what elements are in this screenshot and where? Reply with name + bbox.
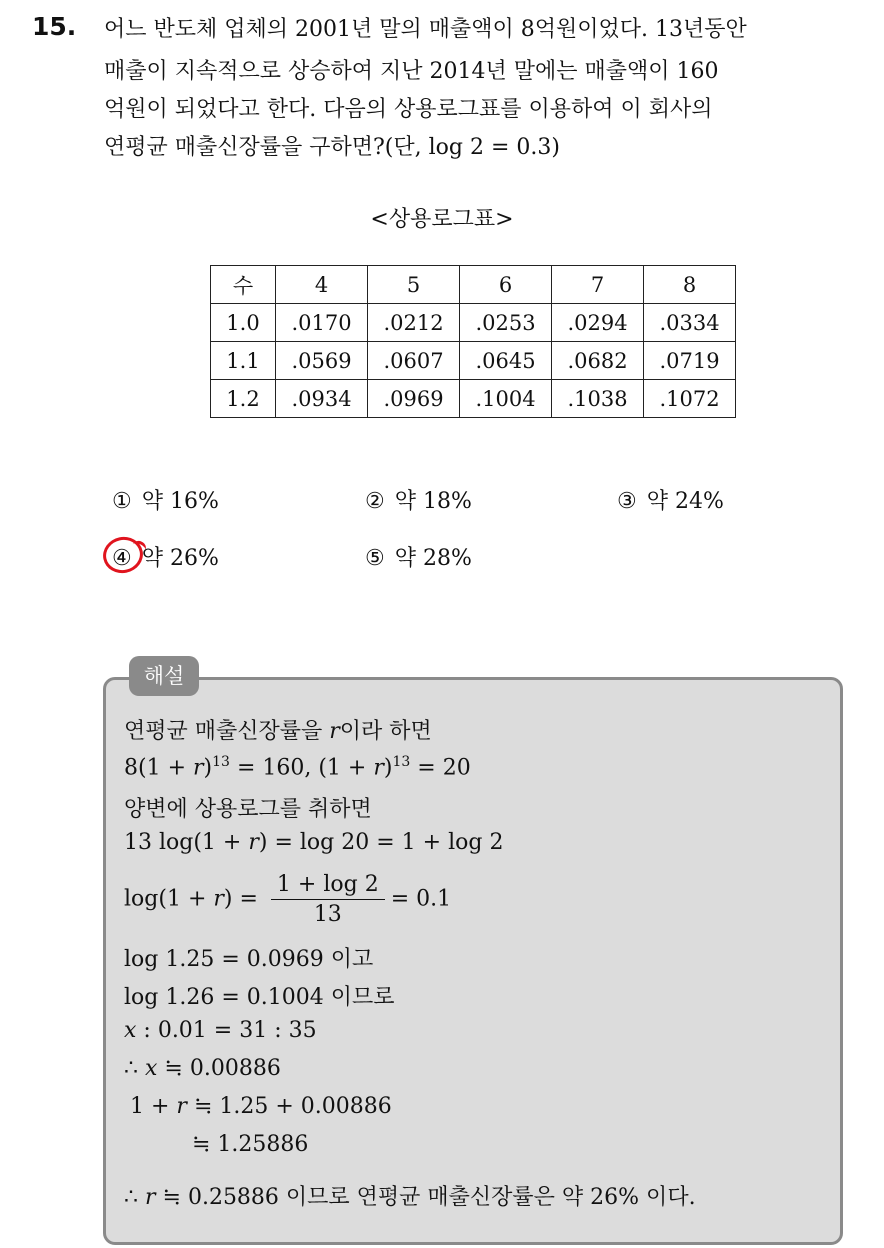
table-header-cell: 8 — [644, 266, 736, 304]
solution-line-3: 양변에 상용로그를 취하면 — [124, 797, 372, 822]
table-cell: .1038 — [552, 380, 644, 418]
solution-line-8: x : 0.01 = 31 : 35 — [124, 1018, 317, 1043]
table-cell: .1004 — [460, 380, 552, 418]
solution-line-4: 13 log(1 + r) = log 20 = 1 + log 2 — [124, 830, 504, 855]
choice-mark: ③ — [617, 489, 637, 514]
table-cell: .0334 — [644, 304, 736, 342]
question-line-1: 어느 반도체 업체의 2001년 말의 매출액이 8억원이었다. 13년동안 — [104, 17, 747, 42]
table-cell: .0170 — [276, 304, 368, 342]
solution-line-12: ∴ r ≒ 0.25886 이므로 연평균 매출신장률은 약 26% 이다. — [124, 1185, 696, 1210]
solution-line-1: 연평균 매출신장률을 r이라 하면 — [124, 719, 432, 744]
solution-line-11: ≒ 1.25886 — [192, 1132, 309, 1157]
table-title: <상용로그표> — [370, 207, 514, 232]
question-number: 15. — [32, 12, 77, 41]
table-cell: .0212 — [368, 304, 460, 342]
table-cell: .0719 — [644, 342, 736, 380]
table-cell: .0294 — [552, 304, 644, 342]
table-row — [211, 342, 736, 380]
table-cell: .1072 — [644, 380, 736, 418]
choice-mark: ② — [365, 489, 385, 514]
question-line-3: 억원이 되었다고 한다. 다음의 상용로그표를 이용하여 이 회사의 — [104, 97, 713, 122]
table-cell: 1.2 — [211, 380, 276, 418]
choice-text: 약 26% — [141, 546, 219, 571]
table-header-cell: 6 — [460, 266, 552, 304]
choice-3[interactable] — [617, 484, 724, 515]
solution-line-9: ∴ x ≒ 0.00886 — [124, 1056, 281, 1081]
table-cell: .0607 — [368, 342, 460, 380]
table-row — [211, 304, 736, 342]
table-cell: .0682 — [552, 342, 644, 380]
choice-2[interactable] — [365, 484, 472, 515]
question-line-2: 매출이 지속적으로 상승하여 지난 2014년 말에는 매출액이 160 — [104, 59, 719, 84]
table-cell: 1.0 — [211, 304, 276, 342]
solution-line-7: log 1.26 = 0.1004 이므로 — [124, 985, 395, 1010]
table-cell: .0253 — [460, 304, 552, 342]
choice-1[interactable] — [112, 484, 219, 515]
table-header-cell: 수 — [211, 266, 276, 304]
table-header-cell: 7 — [552, 266, 644, 304]
solution-line-2: $8(1 + r)^{13} = 160$, $(1 + r)^{13} = 20$ — [124, 754, 471, 781]
table-header-cell: 5 — [368, 266, 460, 304]
table-cell: .0645 — [460, 342, 552, 380]
choice-text: 약 18% — [394, 489, 472, 514]
solution-line-5: log(1 + r) = $\frac{1 + \log 2}{13}$ = 0.1 — [124, 872, 452, 927]
choice-text: 약 28% — [394, 546, 472, 571]
table-cell: 1.1 — [211, 342, 276, 380]
solution-tab-label: 해설 — [129, 656, 199, 696]
table-row — [211, 380, 736, 418]
choice-mark: ⑤ — [365, 546, 385, 571]
solution-line-6: log 1.25 = 0.0969 이고 — [124, 947, 374, 972]
question-line-4: 연평균 매출신장률을 구하면?(단, log 2 = 0.3) — [104, 135, 560, 160]
solution-line-10: 1 + r ≒ 1.25 + 0.00886 — [130, 1094, 392, 1119]
table-cell: .0969 — [368, 380, 460, 418]
table-header-cell: 4 — [276, 266, 368, 304]
table-header-row — [211, 266, 736, 304]
choice-text: 약 24% — [646, 489, 724, 514]
choice-mark: ① — [112, 489, 132, 514]
table-cell: .0934 — [276, 380, 368, 418]
choice-5[interactable] — [365, 541, 472, 572]
choice-text: 약 16% — [141, 489, 219, 514]
choice-mark: ④ — [112, 546, 132, 571]
table-cell: .0569 — [276, 342, 368, 380]
fraction: $\frac{1 + \log 2}{13}$ — [271, 872, 385, 927]
log-table — [210, 265, 736, 418]
